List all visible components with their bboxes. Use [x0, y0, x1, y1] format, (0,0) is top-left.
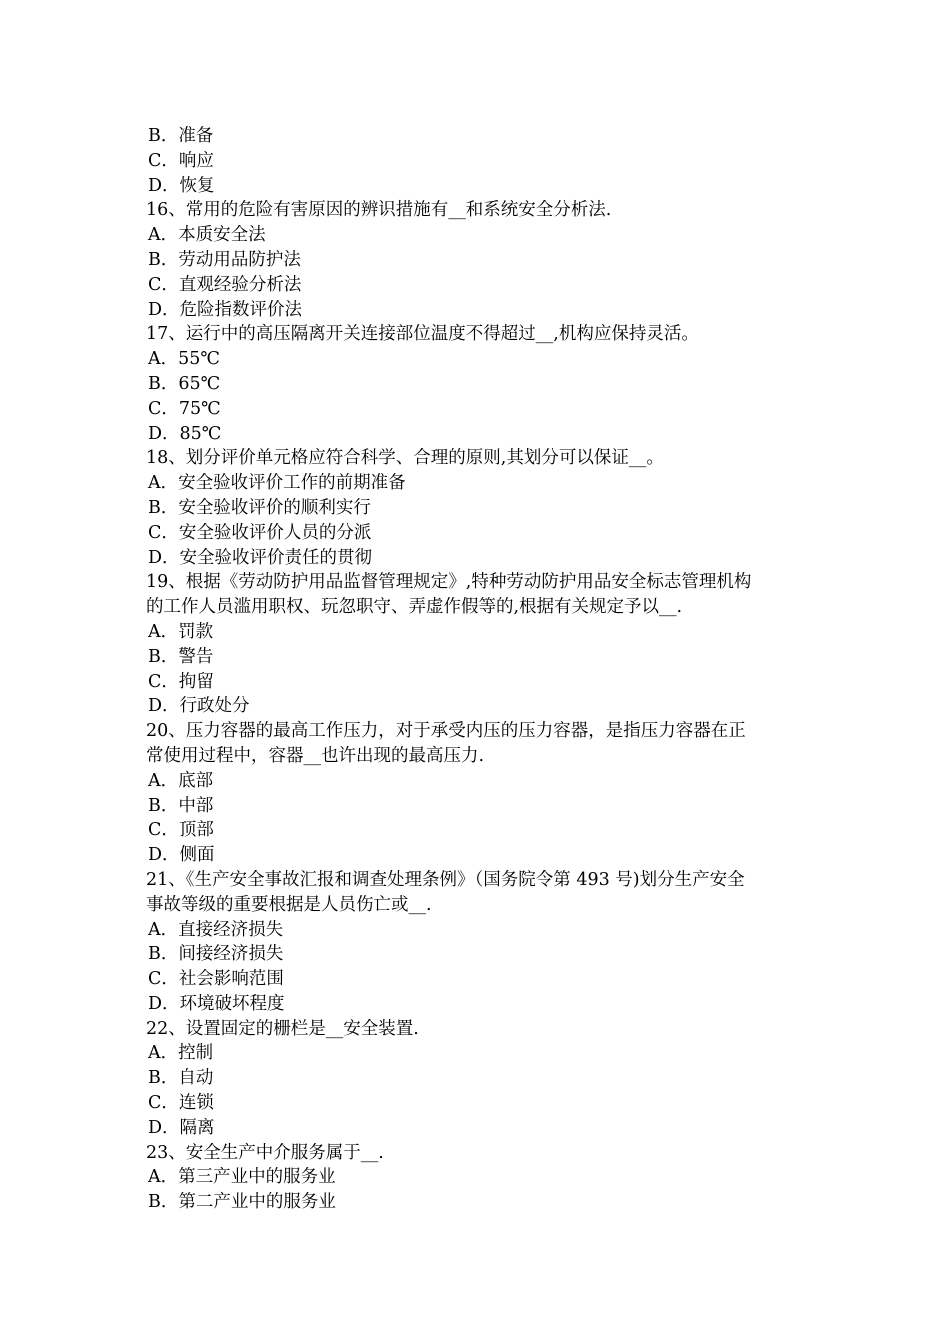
answer-option: A．第三产业中的服务业 — [148, 1167, 336, 1188]
answer-option: D．侧面 — [148, 845, 215, 866]
answer-option: B．自动 — [148, 1068, 214, 1089]
question-text: 事故等级的重要根据是人员伤亡或__. — [146, 894, 432, 915]
answer-option: B．安全验收评价的顺利实行 — [148, 497, 371, 518]
question-text: 17、运行中的高压隔离开关连接部位温度不得超过__,机构应保持灵活。 — [146, 324, 699, 345]
answer-option: D．危险指数评价法 — [148, 299, 303, 320]
question-text: 20、压力容器的最高工作压力，对于承受内压的压力容器，是指压力容器在正 — [146, 721, 746, 742]
question-text: 的工作人员滥用职权、玩忽职守、弄虚作假等的,根据有关规定予以__. — [146, 597, 683, 618]
question-text: 16、常用的危险有害原因的辨识措施有__和系统安全分析法. — [146, 200, 612, 221]
question-text: 常使用过程中，容器__也许出现的最高压力. — [146, 745, 485, 766]
answer-option: C．响应 — [148, 150, 214, 171]
answer-option: C．直观经验分析法 — [148, 274, 302, 295]
answer-option: C．安全验收评价人员的分派 — [148, 522, 372, 543]
answer-option: B．警告 — [148, 646, 214, 667]
answer-option: A．安全验收评价工作的前期准备 — [148, 473, 406, 494]
answer-option: B．劳动用品防护法 — [148, 249, 301, 270]
answer-option: C．社会影响范围 — [148, 969, 284, 990]
answer-option: D．85℃ — [148, 423, 222, 444]
answer-option: A．控制 — [148, 1043, 214, 1064]
answer-option: C．顶部 — [148, 820, 214, 841]
answer-option: C．连锁 — [148, 1093, 214, 1114]
answer-option: D．行政处分 — [148, 696, 250, 717]
answer-option: D．隔离 — [148, 1117, 215, 1138]
answer-option: A．底部 — [148, 770, 214, 791]
answer-option: A．直接经济损失 — [148, 919, 284, 940]
answer-option: A．55℃ — [148, 349, 220, 370]
answer-option: C．75℃ — [148, 398, 221, 419]
question-text: 21、《生产安全事故汇报和调查处理条例》（国务院令第 493 号)划分生产安全 — [146, 869, 745, 890]
answer-option: D．安全验收评价责任的贯彻 — [148, 547, 373, 568]
answer-option: B．65℃ — [148, 373, 221, 394]
question-text: 18、划分评价单元格应符合科学、合理的原则,其划分可以保证__。 — [146, 448, 664, 469]
answer-option: C．拘留 — [148, 671, 214, 692]
question-text: 22、设置固定的栅栏是__安全装置. — [146, 1018, 419, 1039]
answer-option: B．间接经济损失 — [148, 944, 284, 965]
answer-option: B．第二产业中的服务业 — [148, 1192, 336, 1213]
answer-option: A．罚款 — [148, 621, 214, 642]
answer-option: D．环境破坏程度 — [148, 993, 285, 1014]
question-text: 23、安全生产中介服务属于__. — [146, 1142, 384, 1163]
question-list — [146, 124, 810, 1215]
answer-option: B．准备 — [148, 126, 214, 146]
answer-option: D．恢复 — [148, 175, 215, 196]
answer-option: A．本质安全法 — [148, 225, 266, 246]
question-text: 19、根据《劳动防护用品监督管理规定》,特种劳动防护用品安全标志管理机构 — [146, 572, 752, 593]
answer-option: B．中部 — [148, 795, 214, 816]
